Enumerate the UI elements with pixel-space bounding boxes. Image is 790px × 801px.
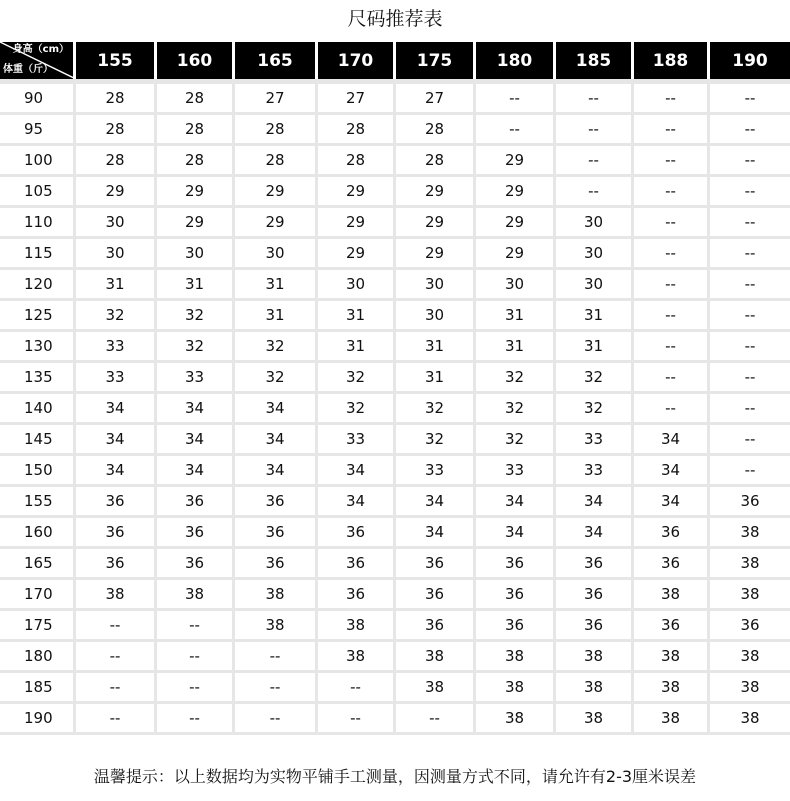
size-cell: -- [634, 146, 710, 177]
size-cell: -- [318, 704, 396, 735]
weight-cell: 100 [0, 146, 76, 177]
size-cell: 38 [396, 673, 476, 704]
size-cell: 28 [157, 146, 235, 177]
size-cell: -- [76, 704, 157, 735]
size-cell: 36 [157, 549, 235, 580]
size-cell: 33 [76, 363, 157, 394]
size-cell: 31 [396, 332, 476, 363]
size-cell: 32 [318, 394, 396, 425]
size-cell: -- [710, 456, 790, 487]
size-cell: 27 [396, 79, 476, 115]
weight-cell: 135 [0, 363, 76, 394]
size-cell: 33 [396, 456, 476, 487]
size-cell: 36 [556, 549, 634, 580]
size-cell: 34 [476, 518, 556, 549]
size-cell: -- [710, 425, 790, 456]
size-cell: 36 [396, 549, 476, 580]
size-cell: 38 [476, 642, 556, 673]
size-cell: 33 [556, 456, 634, 487]
size-cell: 36 [157, 518, 235, 549]
size-cell: 38 [556, 704, 634, 735]
weight-cell: 125 [0, 301, 76, 332]
table-row [0, 394, 790, 425]
size-cell: 28 [396, 146, 476, 177]
table-row [0, 425, 790, 456]
table-row [0, 301, 790, 332]
size-cell: 34 [556, 518, 634, 549]
size-cell: -- [476, 115, 556, 146]
size-cell: 32 [76, 301, 157, 332]
height-header: 185 [556, 42, 634, 79]
size-cell: 34 [76, 425, 157, 456]
size-cell: 38 [710, 518, 790, 549]
size-cell: 32 [157, 332, 235, 363]
size-cell: 36 [76, 487, 157, 518]
size-cell: -- [235, 704, 318, 735]
size-cell: 28 [157, 115, 235, 146]
size-cell: -- [710, 177, 790, 208]
size-cell: 28 [157, 79, 235, 115]
weight-cell: 130 [0, 332, 76, 363]
table-row [0, 518, 790, 549]
size-cell: 29 [396, 208, 476, 239]
size-cell: 31 [157, 270, 235, 301]
size-cell: 27 [235, 79, 318, 115]
size-cell: 38 [235, 611, 318, 642]
weight-cell: 105 [0, 177, 76, 208]
size-cell: 29 [476, 146, 556, 177]
size-cell: 30 [556, 270, 634, 301]
size-cell: 28 [76, 115, 157, 146]
size-cell: -- [318, 673, 396, 704]
table-row [0, 642, 790, 673]
size-cell: 36 [396, 611, 476, 642]
size-cell: 28 [76, 146, 157, 177]
size-cell: -- [76, 642, 157, 673]
size-cell: 31 [556, 332, 634, 363]
size-cell: 36 [634, 611, 710, 642]
size-cell: 34 [235, 456, 318, 487]
height-header: 190 [710, 42, 790, 79]
size-cell: 34 [396, 487, 476, 518]
size-cell: -- [710, 363, 790, 394]
size-cell: -- [634, 332, 710, 363]
size-cell: 29 [235, 177, 318, 208]
size-cell: 29 [157, 208, 235, 239]
size-cell: 34 [157, 456, 235, 487]
size-cell: 32 [476, 394, 556, 425]
table-row [0, 673, 790, 704]
table-row [0, 456, 790, 487]
size-cell: 29 [318, 177, 396, 208]
size-cell: 32 [396, 394, 476, 425]
weight-cell: 120 [0, 270, 76, 301]
measurement-note: 温馨提示：以上数据均为实物平铺手工测量，因测量方式不同，请允许有2-3厘米误差 [93, 767, 697, 786]
height-header: 160 [157, 42, 235, 79]
size-cell: 31 [396, 363, 476, 394]
size-cell: -- [634, 270, 710, 301]
height-header: 170 [318, 42, 396, 79]
size-cell: 38 [157, 580, 235, 611]
size-cell: 38 [634, 642, 710, 673]
size-cell: -- [556, 115, 634, 146]
table-row [0, 704, 790, 735]
size-cell: 36 [710, 611, 790, 642]
size-cell: 34 [634, 487, 710, 518]
size-cell: -- [76, 673, 157, 704]
size-cell: 36 [157, 487, 235, 518]
size-cell: -- [634, 363, 710, 394]
weight-cell: 145 [0, 425, 76, 456]
table-row [0, 115, 790, 146]
size-cell: -- [157, 673, 235, 704]
size-cell: 32 [235, 332, 318, 363]
size-cell: 29 [76, 177, 157, 208]
size-cell: 31 [476, 332, 556, 363]
size-cell: -- [634, 239, 710, 270]
size-cell: -- [157, 704, 235, 735]
size-cell: 36 [476, 549, 556, 580]
size-cell: 36 [476, 611, 556, 642]
size-cell: 33 [476, 456, 556, 487]
header-row [0, 42, 790, 79]
size-cell: -- [710, 394, 790, 425]
size-cell: 28 [235, 115, 318, 146]
size-cell: 36 [235, 487, 318, 518]
size-cell: 32 [235, 363, 318, 394]
size-cell: 34 [76, 394, 157, 425]
size-cell: 38 [476, 673, 556, 704]
weight-cell: 90 [0, 79, 76, 115]
size-cell: -- [710, 79, 790, 115]
size-cell: 31 [476, 301, 556, 332]
size-cell: 38 [710, 704, 790, 735]
size-cell: 34 [476, 487, 556, 518]
size-cell: 36 [396, 580, 476, 611]
size-cell: 31 [318, 332, 396, 363]
size-cell: 29 [235, 208, 318, 239]
size-cell: 38 [710, 580, 790, 611]
size-cell: 32 [476, 363, 556, 394]
size-cell: 36 [634, 518, 710, 549]
size-cell: 30 [556, 208, 634, 239]
size-cell: 34 [157, 425, 235, 456]
size-cell: 36 [318, 549, 396, 580]
size-cell: -- [235, 673, 318, 704]
weight-cell: 150 [0, 456, 76, 487]
size-cell: 30 [556, 239, 634, 270]
size-cell: 36 [235, 518, 318, 549]
size-cell: -- [634, 301, 710, 332]
size-cell: -- [396, 704, 476, 735]
size-cell: 30 [157, 239, 235, 270]
weight-cell: 110 [0, 208, 76, 239]
height-header: 155 [76, 42, 157, 79]
size-cell: 27 [318, 79, 396, 115]
height-header: 188 [634, 42, 710, 79]
size-cell: 31 [556, 301, 634, 332]
size-cell: 31 [318, 301, 396, 332]
size-cell: 30 [235, 239, 318, 270]
size-cell: 29 [157, 177, 235, 208]
size-cell: 36 [556, 611, 634, 642]
size-cell: 38 [634, 704, 710, 735]
size-cell: -- [710, 332, 790, 363]
size-cell: -- [556, 146, 634, 177]
weight-cell: 190 [0, 704, 76, 735]
size-cell: 36 [318, 518, 396, 549]
size-cell: 28 [318, 146, 396, 177]
size-cell: 33 [157, 363, 235, 394]
size-cell: 38 [318, 642, 396, 673]
size-cell: 38 [76, 580, 157, 611]
size-cell: 36 [634, 549, 710, 580]
size-cell: 36 [710, 487, 790, 518]
size-cell: 29 [476, 177, 556, 208]
size-cell: 28 [76, 79, 157, 115]
weight-cell: 140 [0, 394, 76, 425]
table-row [0, 177, 790, 208]
table-row [0, 239, 790, 270]
size-cell: -- [710, 115, 790, 146]
size-cell: -- [710, 208, 790, 239]
size-cell: 38 [556, 642, 634, 673]
page-title: 尺码推荐表 [347, 8, 443, 30]
size-cell: -- [634, 79, 710, 115]
size-cell: -- [556, 177, 634, 208]
size-cell: -- [634, 115, 710, 146]
size-cell: -- [476, 79, 556, 115]
size-cell: -- [634, 177, 710, 208]
size-cell: 28 [318, 115, 396, 146]
size-cell: -- [710, 239, 790, 270]
size-cell: 32 [476, 425, 556, 456]
size-cell: 29 [318, 208, 396, 239]
size-cell: 38 [318, 611, 396, 642]
size-cell: 32 [396, 425, 476, 456]
size-cell: 29 [476, 208, 556, 239]
size-cell: -- [76, 611, 157, 642]
weight-cell: 170 [0, 580, 76, 611]
size-cell: -- [157, 611, 235, 642]
size-cell: 36 [76, 518, 157, 549]
size-cell: 29 [396, 177, 476, 208]
height-header: 180 [476, 42, 556, 79]
size-cell: 38 [710, 549, 790, 580]
size-cell: 29 [476, 239, 556, 270]
size-cell: 36 [318, 580, 396, 611]
size-cell: 31 [235, 270, 318, 301]
weight-cell: 185 [0, 673, 76, 704]
size-cell: 34 [235, 394, 318, 425]
size-cell: 30 [396, 270, 476, 301]
weight-cell: 160 [0, 518, 76, 549]
table-row [0, 332, 790, 363]
size-cell: 34 [157, 394, 235, 425]
size-cell: -- [556, 79, 634, 115]
size-cell: 33 [76, 332, 157, 363]
size-cell: 30 [396, 301, 476, 332]
size-cell: 32 [157, 301, 235, 332]
size-cell: 38 [476, 704, 556, 735]
size-cell: -- [157, 642, 235, 673]
size-cell: 30 [318, 270, 396, 301]
table-row [0, 363, 790, 394]
weight-cell: 180 [0, 642, 76, 673]
size-cell: 33 [318, 425, 396, 456]
height-axis-label: 身高（cm） [12, 44, 69, 55]
size-cell: 36 [76, 549, 157, 580]
size-cell: 38 [634, 673, 710, 704]
table-row [0, 580, 790, 611]
size-cell: 34 [634, 425, 710, 456]
weight-cell: 155 [0, 487, 76, 518]
size-cell: 34 [396, 518, 476, 549]
size-cell: 30 [76, 239, 157, 270]
size-cell: -- [710, 301, 790, 332]
size-cell: -- [634, 394, 710, 425]
size-cell: 34 [235, 425, 318, 456]
weight-axis-label: 体重（斤） [3, 64, 53, 75]
size-cell: 38 [710, 642, 790, 673]
size-cell: 28 [235, 146, 318, 177]
size-cell: 29 [318, 239, 396, 270]
table-row [0, 146, 790, 177]
size-cell: 29 [396, 239, 476, 270]
size-cell: 38 [235, 580, 318, 611]
size-cell: -- [235, 642, 318, 673]
size-cell: -- [710, 146, 790, 177]
size-cell: 34 [318, 487, 396, 518]
table-row [0, 487, 790, 518]
table-row [0, 208, 790, 239]
height-header: 175 [396, 42, 476, 79]
size-cell: 30 [76, 208, 157, 239]
size-cell: 38 [556, 673, 634, 704]
size-cell: 34 [634, 456, 710, 487]
size-cell: 28 [396, 115, 476, 146]
size-cell: 36 [235, 549, 318, 580]
table-row [0, 270, 790, 301]
size-cell: 36 [476, 580, 556, 611]
size-cell: 31 [76, 270, 157, 301]
size-cell: 36 [556, 580, 634, 611]
weight-cell: 115 [0, 239, 76, 270]
size-cell: 32 [318, 363, 396, 394]
weight-cell: 165 [0, 549, 76, 580]
size-cell: 34 [556, 487, 634, 518]
size-cell: 34 [76, 456, 157, 487]
weight-cell: 95 [0, 115, 76, 146]
height-header: 165 [235, 42, 318, 79]
table-row [0, 79, 790, 115]
size-cell: 30 [476, 270, 556, 301]
size-cell: 32 [556, 394, 634, 425]
size-cell: 38 [710, 673, 790, 704]
table-row [0, 611, 790, 642]
size-cell: 32 [556, 363, 634, 394]
table-body [0, 79, 790, 735]
size-cell: 38 [634, 580, 710, 611]
size-cell: -- [710, 270, 790, 301]
size-cell: 38 [396, 642, 476, 673]
size-table [0, 42, 790, 735]
size-cell: -- [634, 208, 710, 239]
size-cell: 34 [318, 456, 396, 487]
size-cell: 33 [556, 425, 634, 456]
table-row [0, 549, 790, 580]
size-cell: 31 [235, 301, 318, 332]
corner-cell [0, 42, 76, 79]
weight-cell: 175 [0, 611, 76, 642]
